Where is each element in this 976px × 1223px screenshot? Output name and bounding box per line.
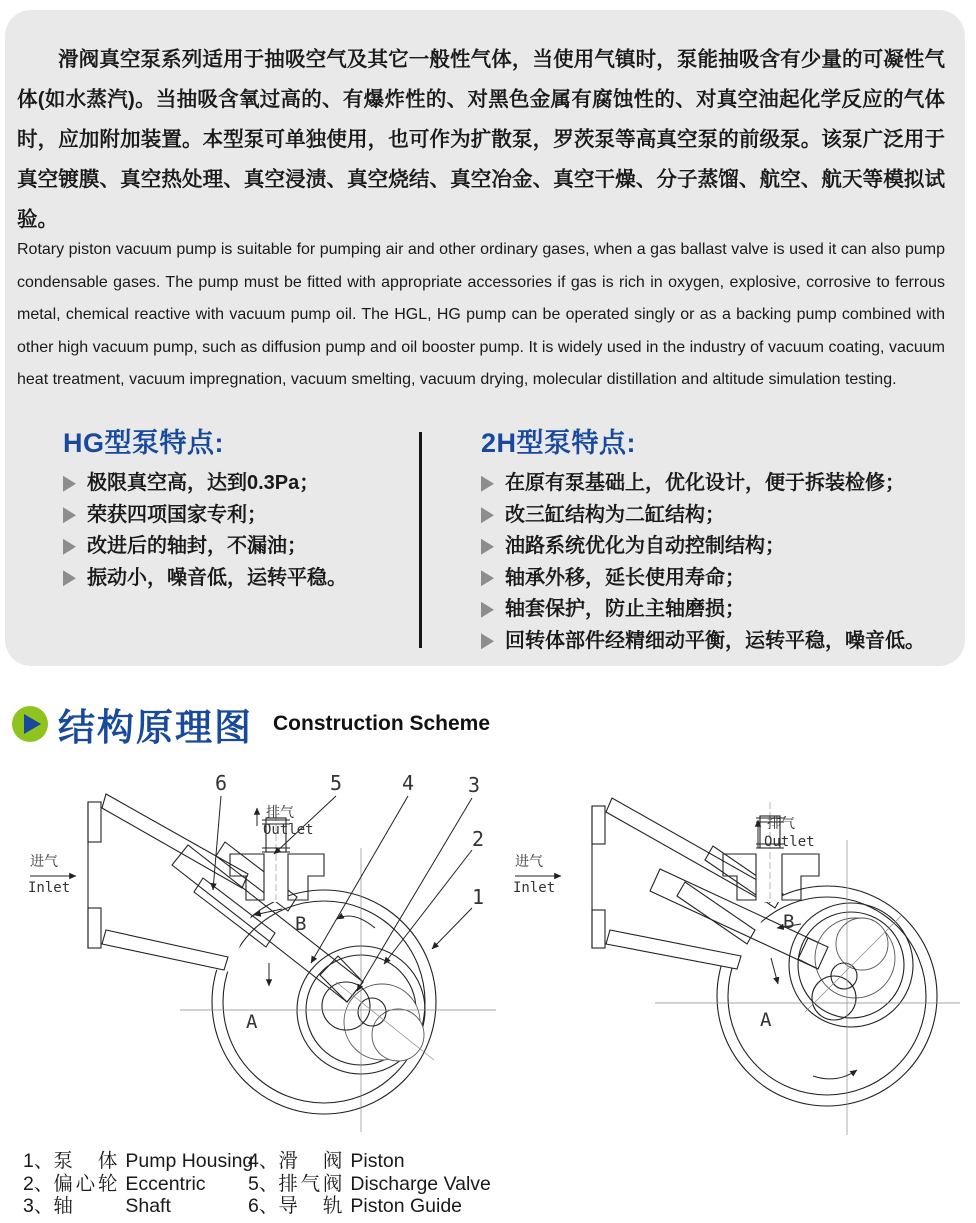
2h-features-title: 2H型泵特点:	[481, 428, 637, 458]
feature-text: 极限真空高，达到0.3Pa；	[87, 472, 320, 494]
intro-box	[5, 10, 965, 666]
eccentric	[836, 918, 888, 970]
feature-text: 油路系统优化为自动控制结构；	[505, 535, 785, 557]
feature-item	[63, 468, 408, 500]
inlet-label-en: Inlet	[513, 880, 556, 896]
hg-features-title: HG型泵特点:	[63, 428, 224, 458]
bullet-triangle-icon	[481, 602, 494, 618]
part-number-label: 2	[471, 827, 485, 851]
feature-text: 改进后的轴封，不漏油；	[87, 535, 307, 557]
inlet-pipe	[592, 798, 771, 970]
legend-name-cn: 导 轨	[278, 1195, 343, 1217]
part-number-label: 5	[329, 771, 343, 795]
legend-name-cn: 轴	[53, 1195, 73, 1217]
legend-item	[248, 1173, 491, 1196]
outlet-label-cn: 排气	[266, 805, 294, 821]
feature-text: 振动小，噪音低，运转平稳。	[87, 566, 347, 589]
legend-item	[23, 1195, 248, 1218]
bullet-triangle-icon	[481, 633, 494, 649]
legend-number: 6、	[248, 1195, 279, 1217]
outlet-label-en: Outlet	[764, 834, 815, 850]
feature-item	[481, 468, 961, 500]
feature-item	[63, 500, 408, 532]
legend-name-en: Piston	[350, 1150, 405, 1172]
legend-item	[23, 1150, 254, 1173]
legend-item	[23, 1173, 248, 1196]
zone-label-a: A	[760, 1009, 772, 1031]
hg-features-column	[63, 428, 408, 594]
section-title-cn: 结构原理图	[58, 707, 253, 748]
legend-name-cn: 排气阀	[278, 1172, 343, 1195]
feature-text: 在原有泵基础上，优化设计，便于拆装检修；	[505, 472, 905, 494]
zone-label-a: A	[246, 1011, 258, 1033]
feature-item	[481, 594, 961, 626]
legend-name-en: Discharge Valve	[350, 1172, 491, 1195]
legend-item	[248, 1195, 491, 1218]
intro-paragraph-en: Rotary piston vacuum pump is suitable for pumping air and other ordinary gases, when a gas ballast valve is used it can also pump condensable gases. The pump must be fitted with appropriate accessories if gas is rich in oxygen, explosive, corrosive to ferrous metal, chemical reactive with vacuum pump oil. The HGL, HG pump can be operated singly or as a backing pump combined with other high vacuum pump, such as diffusion pump and oil booster pump. It is widely used in the industry of vacuum coating, vacuum heat treatment, vacuum impregnation, vacuum smelting, vacuum drying, molecular distillation and altitude simulation testing.	[17, 241, 945, 388]
legend	[23, 1150, 491, 1218]
legend-column-1	[23, 1150, 254, 1218]
legend-name-en: Pump Housing	[125, 1150, 254, 1172]
part-number-label: 4	[401, 771, 415, 795]
inlet-pipe	[88, 794, 260, 972]
bullet-triangle-icon	[481, 570, 494, 586]
hg-features-list	[63, 468, 408, 594]
feature-item	[63, 531, 408, 563]
bullet-triangle-icon	[63, 539, 76, 555]
feature-item	[481, 500, 961, 532]
legend-number: 4、	[248, 1150, 279, 1172]
zone-label-b: B	[295, 913, 307, 935]
bullet-triangle-icon	[481, 539, 494, 555]
bullet-triangle-icon	[481, 507, 494, 523]
outlet-label-en: Outlet	[263, 822, 314, 838]
play-icon	[12, 706, 48, 742]
bullet-triangle-icon	[63, 507, 76, 523]
legend-name-en: Shaft	[125, 1195, 171, 1217]
inlet-label-cn: 进气	[515, 854, 543, 870]
legend-name-en: Eccentric	[125, 1172, 206, 1195]
part-number-label: 1	[471, 885, 485, 909]
intro-paragraph-cn: 滑阀真空泵系列适用于抽吸空气及其它一般性气体，当使用气镇时，泵能抽吸含有少量的可凝性气体(如水蒸汽)。当抽吸含氧过高的、有爆炸性的、对黑色金属有腐蚀性的、对真空油起化学反应的气体时，应加附加装置。本型泵可单独使用，也可作为扩散泵，罗茨泵等高真空泵的前级泵。该泵广泛用于真空镀膜、真空热处理、真空浸渍、真空烧结、真空冶金、真空干燥、分子蒸馏、航空、航天等模拟试验。	[17, 48, 945, 231]
part-number-label: 3	[467, 773, 481, 797]
bullet-triangle-icon	[481, 476, 494, 492]
cylinder-bore	[789, 903, 913, 1027]
feature-item	[481, 531, 961, 563]
construction-diagram-left	[20, 760, 500, 1148]
feature-item	[63, 563, 408, 595]
zone-label-b: B	[783, 911, 795, 933]
2h-features-column	[481, 428, 961, 657]
legend-name-cn: 泵 体	[53, 1150, 118, 1172]
feature-item	[481, 626, 961, 658]
legend-name-cn: 偏心轮	[53, 1172, 118, 1195]
feature-text: 轴套保护，防止主轴磨损；	[505, 598, 745, 620]
outlet-label-cn: 排气	[767, 816, 795, 832]
features-divider	[419, 432, 422, 648]
section-title-en: Construction Scheme	[273, 712, 491, 735]
2h-features-list	[481, 468, 961, 657]
bullet-triangle-icon	[63, 476, 76, 492]
legend-number: 2、	[23, 1172, 54, 1195]
part-number-label: 6	[214, 771, 228, 795]
section-header	[12, 702, 490, 746]
inlet-label-cn: 进气	[30, 854, 58, 870]
feature-item	[481, 563, 961, 595]
legend-item	[248, 1150, 491, 1173]
feature-text: 改三缸结构为二缸结构；	[505, 503, 725, 526]
legend-number: 3、	[23, 1195, 54, 1217]
construction-diagram-right	[505, 760, 965, 1148]
feature-text: 轴承外移，延长使用寿命；	[505, 566, 745, 589]
legend-column-2	[248, 1150, 491, 1218]
feature-text: 回转体部件经精细动平衡，运转平稳，噪音低。	[505, 629, 925, 652]
legend-name-en: Piston Guide	[350, 1195, 463, 1217]
bullet-triangle-icon	[63, 570, 76, 586]
legend-number: 5、	[248, 1172, 279, 1195]
feature-text: 荣获四项国家专利；	[87, 503, 267, 526]
legend-number: 1、	[23, 1150, 54, 1172]
legend-name-cn: 滑 阀	[278, 1150, 343, 1172]
inlet-label-en: Inlet	[28, 880, 71, 896]
